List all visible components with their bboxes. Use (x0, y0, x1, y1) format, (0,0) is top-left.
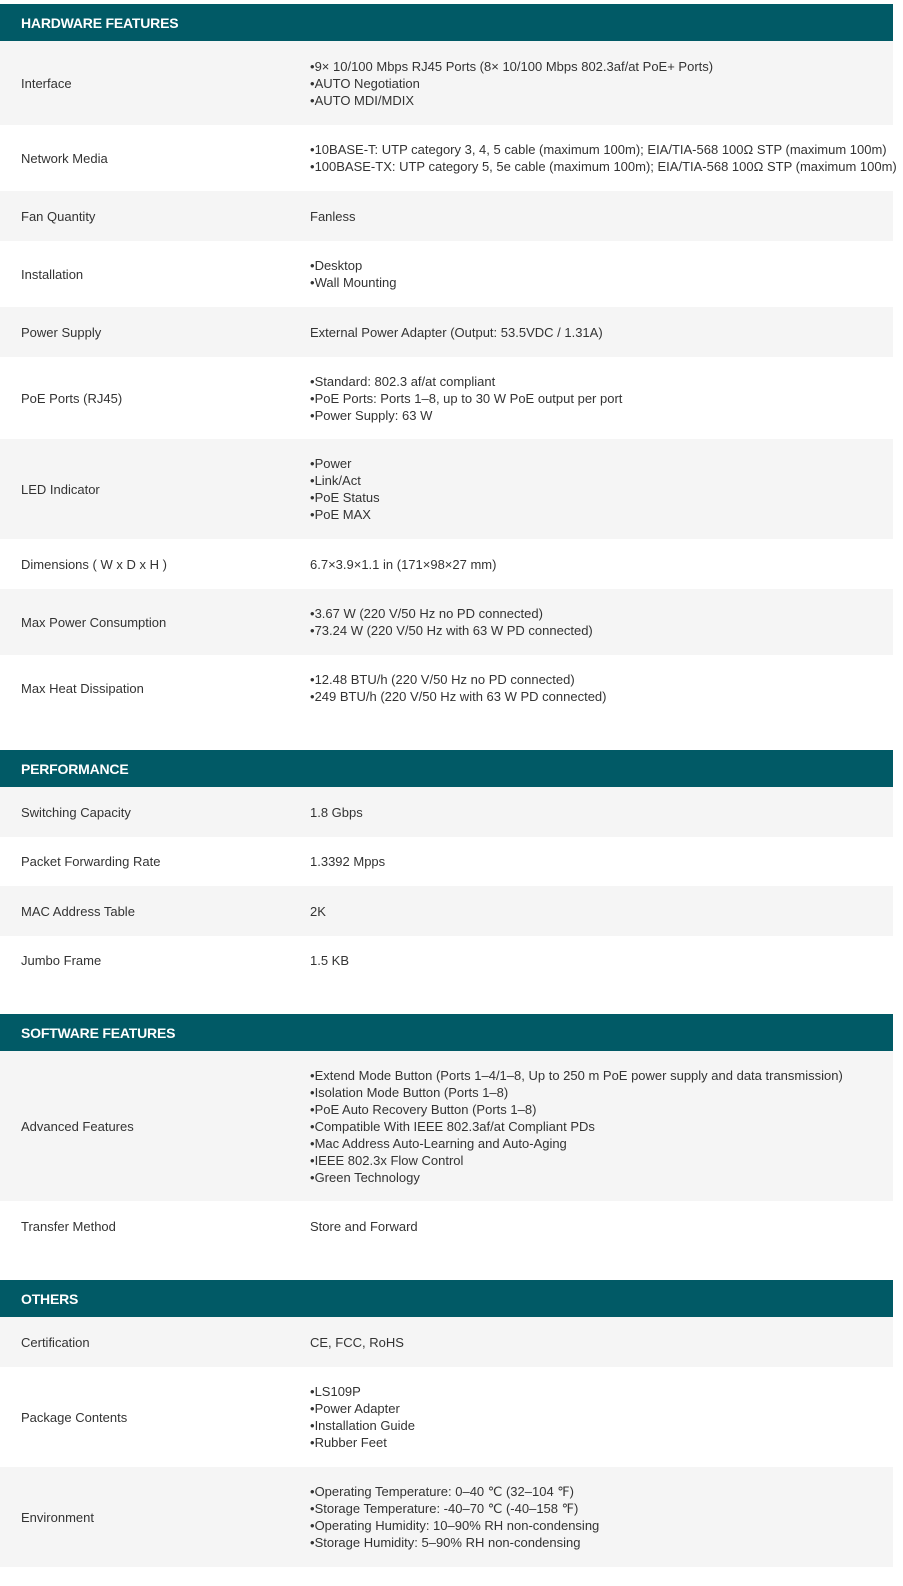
spec-label: Interface (21, 75, 72, 91)
spec-item: • 3.67 W (220 V/50 Hz no PD connected) (310, 605, 893, 622)
spec-value: Fanless (310, 208, 356, 224)
spec-row (0, 125, 897, 191)
spec-item: • Desktop (310, 257, 893, 274)
spec-item: • 73.24 W (220 V/50 Hz with 63 W PD connected) (310, 622, 893, 639)
spec-label: Fan Quantity (21, 208, 96, 224)
spec-row (0, 191, 893, 241)
spec-item: • Mac Address Auto-Learning and Auto-Aging (310, 1135, 893, 1152)
spec-item: • Green Technology (310, 1169, 893, 1186)
spec-label: MAC Address Table (21, 903, 135, 919)
spec-item: • Isolation Mode Button (Ports 1–8) (310, 1084, 893, 1101)
spec-item: • 9× 10/100 Mbps RJ45 Ports (8× 10/100 Mbps 802.3af/at PoE+ Ports) (310, 58, 893, 75)
spec-label: Package Contents (21, 1409, 128, 1425)
spec-row (0, 439, 893, 539)
spec-label: LED Indicator (21, 481, 100, 497)
spec-row (0, 1201, 893, 1251)
spec-row (0, 1317, 893, 1367)
spec-item: • Storage Temperature: -40–70 ℃ (-40–158 ℉) (310, 1500, 893, 1517)
spec-item: • IEEE 802.3x Flow Control (310, 1152, 893, 1169)
spec-value: 1.5 KB (310, 953, 350, 968)
spec-value: 1.8 Gbps (310, 804, 363, 820)
spec-item: • Power (310, 455, 893, 472)
spec-value (290, 58, 893, 109)
spec-item: • 100BASE-TX: UTP category 5, 5e cable (maximum 100m); EIA/TIA-568 100Ω STP (maximum 100m) (310, 158, 897, 175)
spec-label: Jumbo Frame (21, 953, 102, 968)
spec-item: • Installation Guide (310, 1417, 893, 1434)
section-header-software: SOFTWARE FEATURES (0, 1014, 893, 1051)
spec-item: • Standard: 802.3 af/at compliant (310, 373, 893, 390)
spec-label: Advanced Features (21, 1118, 134, 1134)
spec-label: Transfer Method (21, 1218, 116, 1234)
spec-row (0, 1367, 893, 1467)
spec-row (0, 837, 893, 886)
spec-item: • Compatible With IEEE 802.3af/at Compliant PDs (310, 1118, 893, 1135)
spec-value: 2K (310, 903, 326, 919)
spec-label: Installation (21, 266, 84, 282)
spec-item: • PoE Status (310, 489, 893, 506)
spec-row (0, 1051, 893, 1201)
spec-item: • Rubber Feet (310, 1434, 893, 1451)
spec-item: • 249 BTU/h (220 V/50 Hz with 63 W PD connected) (310, 688, 893, 705)
spec-item: • LS109P (310, 1383, 893, 1400)
spec-item: • PoE Ports: Ports 1–8, up to 30 W PoE output per port (310, 390, 893, 407)
spec-item: • Power Adapter (310, 1400, 893, 1417)
spec-label: Max Heat Dissipation (21, 680, 144, 696)
spec-label: PoE Ports (RJ45) (21, 390, 123, 406)
spec-value (290, 1067, 893, 1186)
spec-value (290, 1483, 893, 1551)
spec-row (0, 539, 893, 589)
spec-item: • Storage Humidity: 5–90% RH non-condensing (310, 1534, 893, 1551)
spec-item: • PoE Auto Recovery Button (Ports 1–8) (310, 1101, 893, 1118)
spec-label: Dimensions ( W x D x H ) (21, 556, 167, 572)
spec-label: Power Supply (21, 324, 102, 340)
spec-row (0, 41, 893, 125)
spec-item: • Operating Humidity: 10–90% RH non-condensing (310, 1517, 893, 1534)
spec-row (0, 886, 893, 936)
spec-value (290, 373, 893, 424)
spec-label: Environment (21, 1509, 94, 1525)
spec-item: • 10BASE-T: UTP category 3, 4, 5 cable (maximum 100m); EIA/TIA-568 100Ω STP (maximum 100m) (310, 141, 897, 158)
spec-label: Certification (21, 1334, 90, 1350)
spec-item: • PoE MAX (310, 506, 893, 523)
spec-row (0, 787, 893, 837)
spec-value (290, 455, 893, 523)
spec-row (0, 936, 893, 985)
section-header-performance: PERFORMANCE (0, 750, 893, 787)
spec-value: 6.7×3.9×1.1 in (171×98×27 mm) (310, 556, 497, 572)
spec-label: Switching Capacity (21, 804, 131, 820)
section-header-others: OTHERS (0, 1280, 893, 1317)
spec-row (0, 357, 893, 439)
spec-label: Packet Forwarding Rate (21, 854, 161, 869)
spec-row (0, 307, 893, 357)
spec-value: CE, FCC, RoHS (310, 1334, 404, 1350)
spec-item: • Operating Temperature: 0–40 ℃ (32–104 ℉) (310, 1483, 893, 1500)
spec-item: • Power Supply: 63 W (310, 407, 893, 424)
spec-item: • AUTO Negotiation (310, 75, 893, 92)
spec-row (0, 655, 893, 721)
spec-item: • AUTO MDI/MDIX (310, 92, 893, 109)
spec-value: External Power Adapter (Output: 53.5VDC / 1.31A) (310, 324, 603, 340)
spec-value (290, 257, 893, 291)
spec-item: • 12.48 BTU/h (220 V/50 Hz no PD connected) (310, 671, 893, 688)
section-header-hardware: HARDWARE FEATURES (0, 4, 893, 41)
spec-row (0, 589, 893, 655)
spec-item: • Wall Mounting (310, 274, 893, 291)
spec-value: 1.3392 Mpps (310, 854, 386, 869)
spec-value: Store and Forward (310, 1218, 418, 1234)
spec-label: Max Power Consumption (21, 614, 167, 630)
spec-item: • Extend Mode Button (Ports 1–4/1–8, Up to 250 m PoE power supply and data transmission) (310, 1067, 893, 1084)
spec-value (290, 1383, 893, 1451)
spec-row (0, 1467, 893, 1567)
spec-label: Network Media (21, 150, 108, 166)
spec-value (290, 605, 893, 639)
spec-value (290, 141, 897, 175)
spec-item: • Link/Act (310, 472, 893, 489)
spec-value (290, 671, 893, 705)
spec-row (0, 241, 893, 307)
